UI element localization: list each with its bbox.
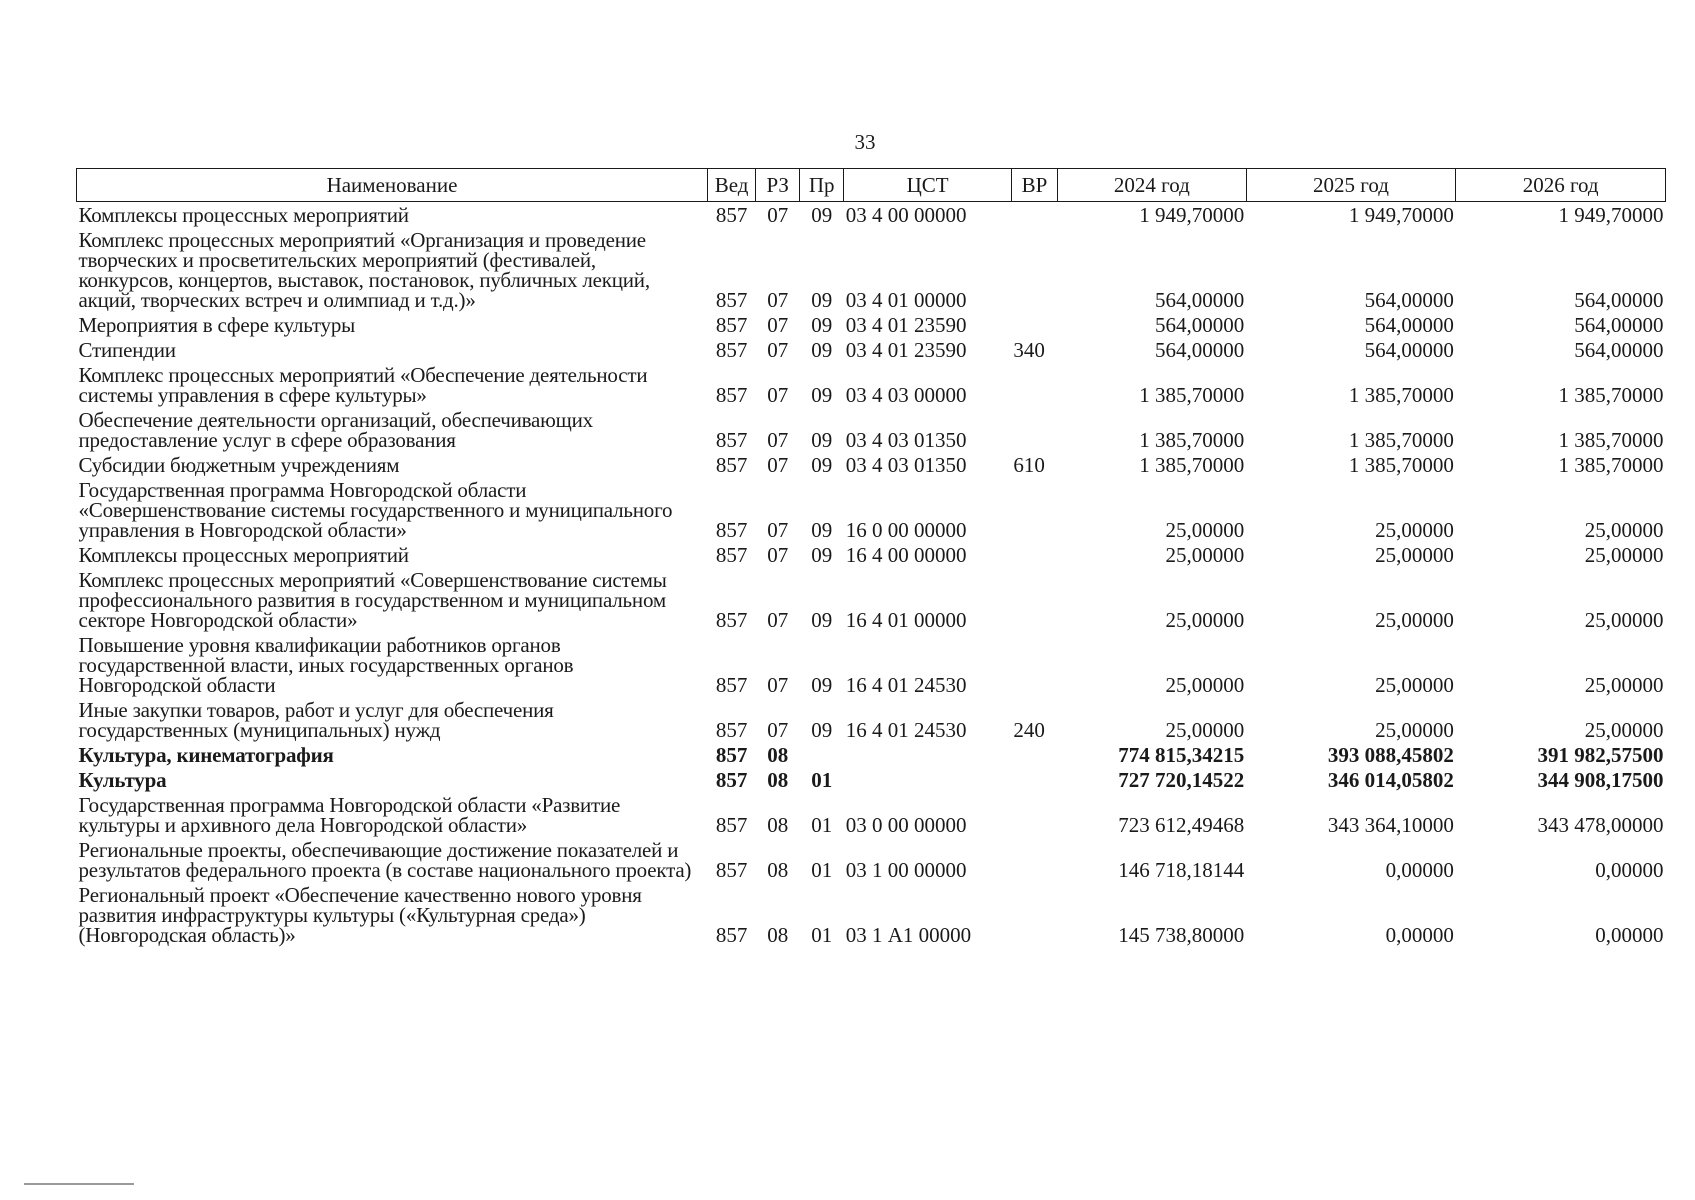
cell-y2026: 25,00000 <box>1584 608 1664 632</box>
cell-y2026: 0,00000 <box>1595 923 1664 947</box>
cell-y2025: 1 385,70000 <box>1348 383 1454 407</box>
cell-pr: 09 <box>811 288 833 312</box>
table-row <box>77 452 1666 477</box>
cell-rz: 07 <box>767 518 789 542</box>
cell-y2025: 393 088,45802 <box>1327 743 1454 767</box>
table-row <box>77 362 1666 407</box>
cell-pr: 09 <box>811 543 833 567</box>
cell-pr: 09 <box>811 453 833 477</box>
header-row <box>77 169 1666 202</box>
cell-pr: 09 <box>811 383 833 407</box>
table-row <box>77 567 1666 632</box>
cell-cst: 03 4 00 00000 <box>845 203 967 227</box>
cell-rz: 07 <box>767 338 789 362</box>
cell-y2025: 1 385,70000 <box>1348 428 1454 452</box>
cell-rz: 07 <box>767 543 789 567</box>
cell-cst: 03 4 03 01350 <box>845 428 967 452</box>
scan-artifact-line <box>24 1183 134 1185</box>
cell-y2026: 344 908,17500 <box>1537 768 1664 792</box>
cell-ved: 857 <box>715 313 748 337</box>
cell-y2026: 343 478,00000 <box>1537 813 1664 837</box>
cell-vr <box>1011 362 1057 407</box>
cell-y2025: 564,00000 <box>1364 338 1454 362</box>
cell-pr: 01 <box>811 858 833 882</box>
table-row <box>77 767 1666 792</box>
cell-ved: 857 <box>715 543 748 567</box>
cell-pr: 09 <box>811 718 833 742</box>
cell-rz: 07 <box>767 453 789 477</box>
cell-cst: 16 4 01 24530 <box>845 718 967 742</box>
cell-cst <box>844 767 1012 792</box>
cell-cst: 03 4 03 01350 <box>845 453 967 477</box>
cell-cst: 16 0 00 00000 <box>845 518 967 542</box>
cell-ved: 857 <box>715 383 748 407</box>
cell-rz: 08 <box>767 768 789 792</box>
cell-cst: 16 4 01 00000 <box>845 608 967 632</box>
cell-vr: 240 <box>1013 718 1045 742</box>
table-row <box>77 542 1666 567</box>
cell-y2024: 25,00000 <box>1165 673 1245 697</box>
cell-rz: 08 <box>767 813 789 837</box>
cell-name: Культура <box>78 768 167 792</box>
cell-name: Региональный проект «Обеспечение качественно нового уровня развития инфраструктуры культуры («Культурная среда») (Новгородская область)» <box>78 883 642 947</box>
table-row <box>77 407 1666 452</box>
cell-pr: 09 <box>811 608 833 632</box>
table-header <box>77 169 1666 202</box>
cell-vr <box>1011 227 1057 312</box>
cell-vr: 340 <box>1013 338 1045 362</box>
header-2026: 2026 год <box>1456 169 1666 202</box>
cell-cst: 03 4 01 00000 <box>845 288 967 312</box>
cell-y2026: 564,00000 <box>1574 313 1664 337</box>
cell-name: Комплекс процессных мероприятий «Организация и проведение творческих и просветительских мероприятий (фестивалей, конкурсов, концертов, выставок, постановок, публичных лекций, акций, творческих встреч и олимпиад и т.д.)» <box>78 228 650 312</box>
table-body <box>77 202 1666 948</box>
cell-ved: 857 <box>715 923 748 947</box>
cell-y2026: 1 385,70000 <box>1558 453 1664 477</box>
cell-y2026: 25,00000 <box>1584 543 1664 567</box>
table-row <box>77 792 1666 837</box>
cell-y2026: 25,00000 <box>1584 518 1664 542</box>
cell-y2024: 25,00000 <box>1165 543 1245 567</box>
cell-name: Государственная программа Новгородской области «Развитие культуры и архивного дела Новгородской области» <box>78 793 621 837</box>
cell-name: Региональные проекты, обеспечивающие достижение показателей и результатов федерального проекта (в составе национального проекта) <box>78 838 692 882</box>
cell-rz: 08 <box>767 743 789 767</box>
cell-vr <box>1011 882 1057 947</box>
cell-ved: 857 <box>715 203 748 227</box>
cell-y2024: 1 385,70000 <box>1139 453 1245 477</box>
cell-vr <box>1011 312 1057 337</box>
cell-name: Субсидии бюджетным учреждениям <box>78 453 400 477</box>
cell-name: Повышение уровня квалификации работников органов государственной власти, иных государственных органов Новгородской области <box>78 633 574 697</box>
cell-y2024: 1 949,70000 <box>1139 203 1245 227</box>
cell-pr: 09 <box>811 673 833 697</box>
table-row <box>77 227 1666 312</box>
cell-rz: 08 <box>767 923 789 947</box>
cell-y2025: 346 014,05802 <box>1327 768 1454 792</box>
cell-rz: 07 <box>767 288 789 312</box>
cell-pr: 01 <box>811 768 833 792</box>
cell-y2025: 0,00000 <box>1385 858 1454 882</box>
cell-cst: 16 4 00 00000 <box>845 543 967 567</box>
cell-y2025: 0,00000 <box>1385 923 1454 947</box>
cell-vr <box>1011 567 1057 632</box>
cell-y2024: 564,00000 <box>1154 338 1245 362</box>
cell-pr: 09 <box>811 313 833 337</box>
cell-ved: 857 <box>715 768 748 792</box>
table-row <box>77 632 1666 697</box>
cell-y2025: 25,00000 <box>1375 673 1454 697</box>
cell-ved: 857 <box>715 288 748 312</box>
cell-vr: 610 <box>1013 453 1045 477</box>
cell-y2026: 564,00000 <box>1574 338 1664 362</box>
cell-y2024: 1 385,70000 <box>1139 383 1245 407</box>
cell-name: Стипендии <box>78 338 176 362</box>
cell-rz: 08 <box>767 858 789 882</box>
table-row <box>77 742 1666 767</box>
cell-y2024: 774 815,34215 <box>1118 743 1245 767</box>
cell-y2025: 25,00000 <box>1375 608 1454 632</box>
header-2024: 2024 год <box>1058 169 1247 202</box>
header-name: Наименование <box>77 169 708 202</box>
cell-y2024: 146 718,18144 <box>1118 858 1245 882</box>
table-row <box>77 312 1666 337</box>
cell-name: Иные закупки товаров, работ и услуг для обеспечения государственных (муниципальных) нужд <box>78 698 554 742</box>
budget-table <box>76 168 1666 947</box>
cell-y2026: 25,00000 <box>1584 718 1664 742</box>
cell-cst: 03 4 01 23590 <box>845 338 967 362</box>
cell-y2024: 25,00000 <box>1165 718 1245 742</box>
cell-name: Культура, кинематография <box>78 743 334 767</box>
table-row <box>77 477 1666 542</box>
cell-pr: 09 <box>811 203 833 227</box>
cell-rz: 07 <box>767 313 789 337</box>
cell-y2026: 0,00000 <box>1595 858 1664 882</box>
cell-pr: 09 <box>811 338 833 362</box>
cell-ved: 857 <box>715 608 748 632</box>
cell-name: Комплекс процессных мероприятий «Обеспечение деятельности системы управления в сфере культуры» <box>78 363 648 407</box>
cell-y2025: 1 949,70000 <box>1348 203 1454 227</box>
cell-y2024: 25,00000 <box>1165 518 1245 542</box>
cell-vr <box>1011 792 1057 837</box>
cell-rz: 07 <box>767 383 789 407</box>
cell-rz: 07 <box>767 428 789 452</box>
cell-vr <box>1011 202 1057 228</box>
cell-vr <box>1011 767 1057 792</box>
cell-y2024: 25,00000 <box>1165 608 1245 632</box>
cell-y2025: 564,00000 <box>1364 313 1454 337</box>
cell-pr: 09 <box>811 518 833 542</box>
header-vr: ВР <box>1011 169 1057 202</box>
cell-ved: 857 <box>715 743 748 767</box>
cell-ved: 857 <box>715 428 748 452</box>
table-row <box>77 697 1666 742</box>
table-row <box>77 337 1666 362</box>
cell-cst: 03 0 00 00000 <box>845 813 967 837</box>
header-ved: Вед <box>707 169 755 202</box>
cell-name: Мероприятия в сфере культуры <box>78 313 356 337</box>
header-2025: 2025 год <box>1246 169 1456 202</box>
cell-name: Государственная программа Новгородской области «Совершенствование системы государственного и муниципального управления в Новгородской области» <box>78 478 673 542</box>
cell-pr: 01 <box>811 813 833 837</box>
cell-y2024: 1 385,70000 <box>1139 428 1245 452</box>
cell-vr <box>1011 742 1057 767</box>
cell-ved: 857 <box>715 858 748 882</box>
cell-name: Комплекс процессных мероприятий «Совершенствование системы профессионального развития в государственном и муниципальном секторе Новгородской области» <box>78 568 667 632</box>
cell-name: Комплексы процессных мероприятий <box>78 543 409 567</box>
cell-cst <box>844 742 1012 767</box>
cell-y2026: 1 949,70000 <box>1558 203 1664 227</box>
cell-y2024: 564,00000 <box>1154 313 1245 337</box>
cell-vr <box>1011 837 1057 882</box>
cell-y2024: 727 720,14522 <box>1118 768 1245 792</box>
cell-vr <box>1011 477 1057 542</box>
cell-pr: 09 <box>811 428 833 452</box>
cell-pr: 01 <box>811 923 833 947</box>
cell-rz: 07 <box>767 203 789 227</box>
table-row <box>77 882 1666 947</box>
cell-ved: 857 <box>715 673 748 697</box>
cell-y2026: 391 982,57500 <box>1537 743 1664 767</box>
cell-vr <box>1011 632 1057 697</box>
cell-vr <box>1011 542 1057 567</box>
cell-ved: 857 <box>715 813 748 837</box>
cell-rz: 07 <box>767 608 789 632</box>
cell-vr <box>1011 407 1057 452</box>
cell-y2025: 25,00000 <box>1375 518 1454 542</box>
cell-y2025: 564,00000 <box>1364 288 1454 312</box>
page-number: 33 <box>854 130 876 154</box>
cell-y2026: 564,00000 <box>1574 288 1664 312</box>
table-row <box>77 837 1666 882</box>
cell-y2024: 145 738,80000 <box>1118 923 1245 947</box>
header-cst: ЦСТ <box>844 169 1012 202</box>
header-pr: Пр <box>800 169 844 202</box>
cell-rz: 07 <box>767 718 789 742</box>
cell-ved: 857 <box>715 453 748 477</box>
cell-y2025: 25,00000 <box>1375 718 1454 742</box>
cell-pr <box>800 742 844 767</box>
cell-cst: 03 1 00 00000 <box>845 858 967 882</box>
cell-y2026: 25,00000 <box>1584 673 1664 697</box>
cell-y2025: 1 385,70000 <box>1348 453 1454 477</box>
header-rz: РЗ <box>756 169 800 202</box>
cell-y2026: 1 385,70000 <box>1558 428 1664 452</box>
cell-y2025: 343 364,10000 <box>1327 813 1454 837</box>
cell-y2024: 564,00000 <box>1154 288 1245 312</box>
table-row <box>77 202 1666 228</box>
cell-cst: 16 4 01 24530 <box>845 673 967 697</box>
cell-ved: 857 <box>715 518 748 542</box>
cell-name: Обеспечение деятельности организаций, обеспечивающих предоставление услуг в сфере образования <box>78 408 593 452</box>
cell-y2025: 25,00000 <box>1375 543 1454 567</box>
cell-ved: 857 <box>715 338 748 362</box>
cell-rz: 07 <box>767 673 789 697</box>
cell-cst: 03 4 01 23590 <box>845 313 967 337</box>
cell-y2024: 723 612,49468 <box>1118 813 1245 837</box>
cell-y2026: 1 385,70000 <box>1558 383 1664 407</box>
cell-cst: 03 1 А1 00000 <box>845 923 972 947</box>
cell-name: Комплексы процессных мероприятий <box>78 203 409 227</box>
cell-cst: 03 4 03 00000 <box>845 383 967 407</box>
cell-ved: 857 <box>715 718 748 742</box>
